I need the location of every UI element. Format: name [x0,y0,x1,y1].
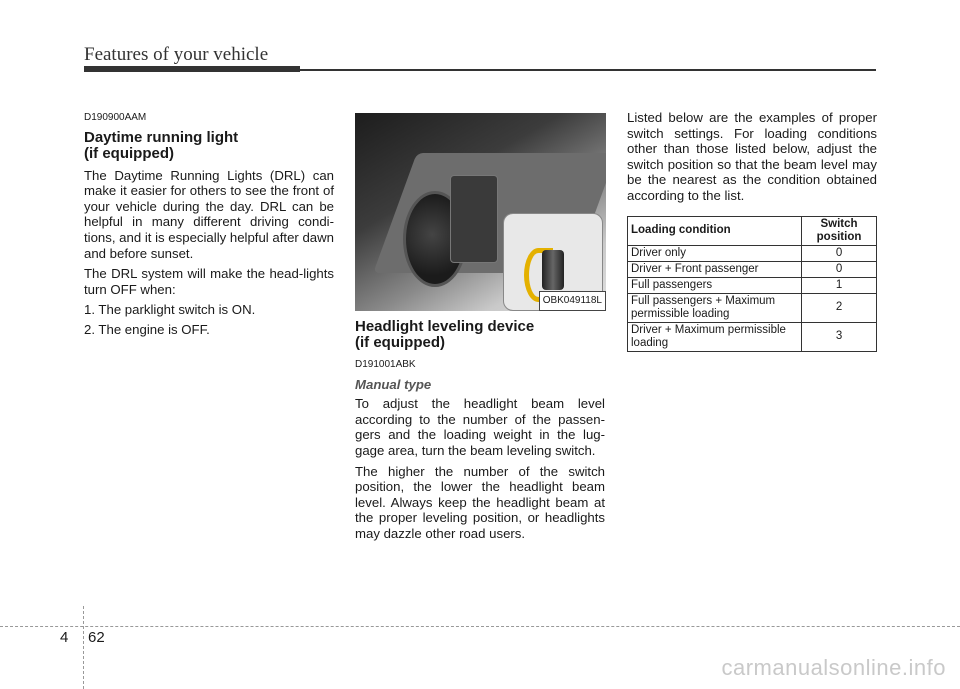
cell-position: 2 [802,293,877,322]
leveling-heading [355,319,605,351]
section-number: 4 [60,629,69,646]
footer-vertical-divider [83,606,84,689]
figure-label: OBK049118L [539,291,606,311]
footer-divider [0,626,960,627]
cell-condition: Driver only [628,245,802,261]
page-header-title: Features of your vehicle [84,44,269,65]
drl-paragraph-1: The Daytime Running Lights (DRL) can make it easier for others to see the front of your vehicle during the day. DRL can be helpful in many different driving condi-tions, and it is especially helpful after dawn and before sunset. [84,167,334,261]
table-row [628,293,877,322]
cell-condition: Full passengers [628,277,802,293]
loading-table [627,216,877,352]
drl-heading-line2: (if equipped) [84,144,174,162]
leveling-heading-line2: (if equipped) [355,334,445,351]
column-examples [627,110,877,352]
drl-list-item-2: 2. The engine is OFF. [84,321,210,337]
column-drl [84,110,334,342]
cell-condition: Full passengers + Maximum permissible loading [628,293,802,322]
cell-position: 0 [802,261,877,277]
table-row [628,322,877,351]
leveling-code: D191001ABK [355,359,416,370]
examples-intro: Listed below are the examples of proper switch settings. For loading conditions other than those listed below, adjust the switch position so that the beam level may be the nearest as the condition obtained according to the list. [627,110,877,203]
drl-list-item-1: 1. The parklight switch is ON. [84,302,256,318]
header-bar-thin [300,69,876,71]
cell-condition: Driver + Maximum permissible loading [628,322,802,351]
leveling-subtitle: Manual type [355,376,432,392]
header-switch-position: Switch position [802,216,877,245]
drl-paragraph-2: The DRL system will make the head-lights turn OFF when: [84,266,334,297]
header-bar-thick [84,66,300,72]
watermark: carmanualsonline.info [721,655,946,680]
drl-code: D190900AAM [84,112,147,123]
column-leveling [355,110,605,547]
table-row [628,245,877,261]
leveling-paragraph-2: The higher the number of the switch position, the lower the headlight beam level. Always keep the headlight beam at the proper leveling position, or headlights may dazzle other road users. [355,463,605,541]
leveling-switch-illustration [355,113,606,311]
leveling-paragraph-1: To adjust the headlight beam level according to the number of the passen-gers and the loading weight in the lug-gage area, turn the beam leveling switch. [355,396,605,458]
table-row [628,277,877,293]
page-number: 62 [88,629,105,646]
leveling-switch-plate [450,175,498,263]
cell-position: 3 [802,322,877,351]
cell-position: 0 [802,245,877,261]
table-row [628,261,877,277]
drl-heading [84,130,334,162]
leveling-dial [542,250,564,290]
drl-heading-line1: Daytime running light [84,128,239,146]
header-loading-condition: Loading condition [628,216,802,245]
cell-position: 1 [802,277,877,293]
table-header-row [628,216,877,245]
leveling-heading-line1: Headlight leveling device [355,318,535,335]
cell-condition: Driver + Front passenger [628,261,802,277]
